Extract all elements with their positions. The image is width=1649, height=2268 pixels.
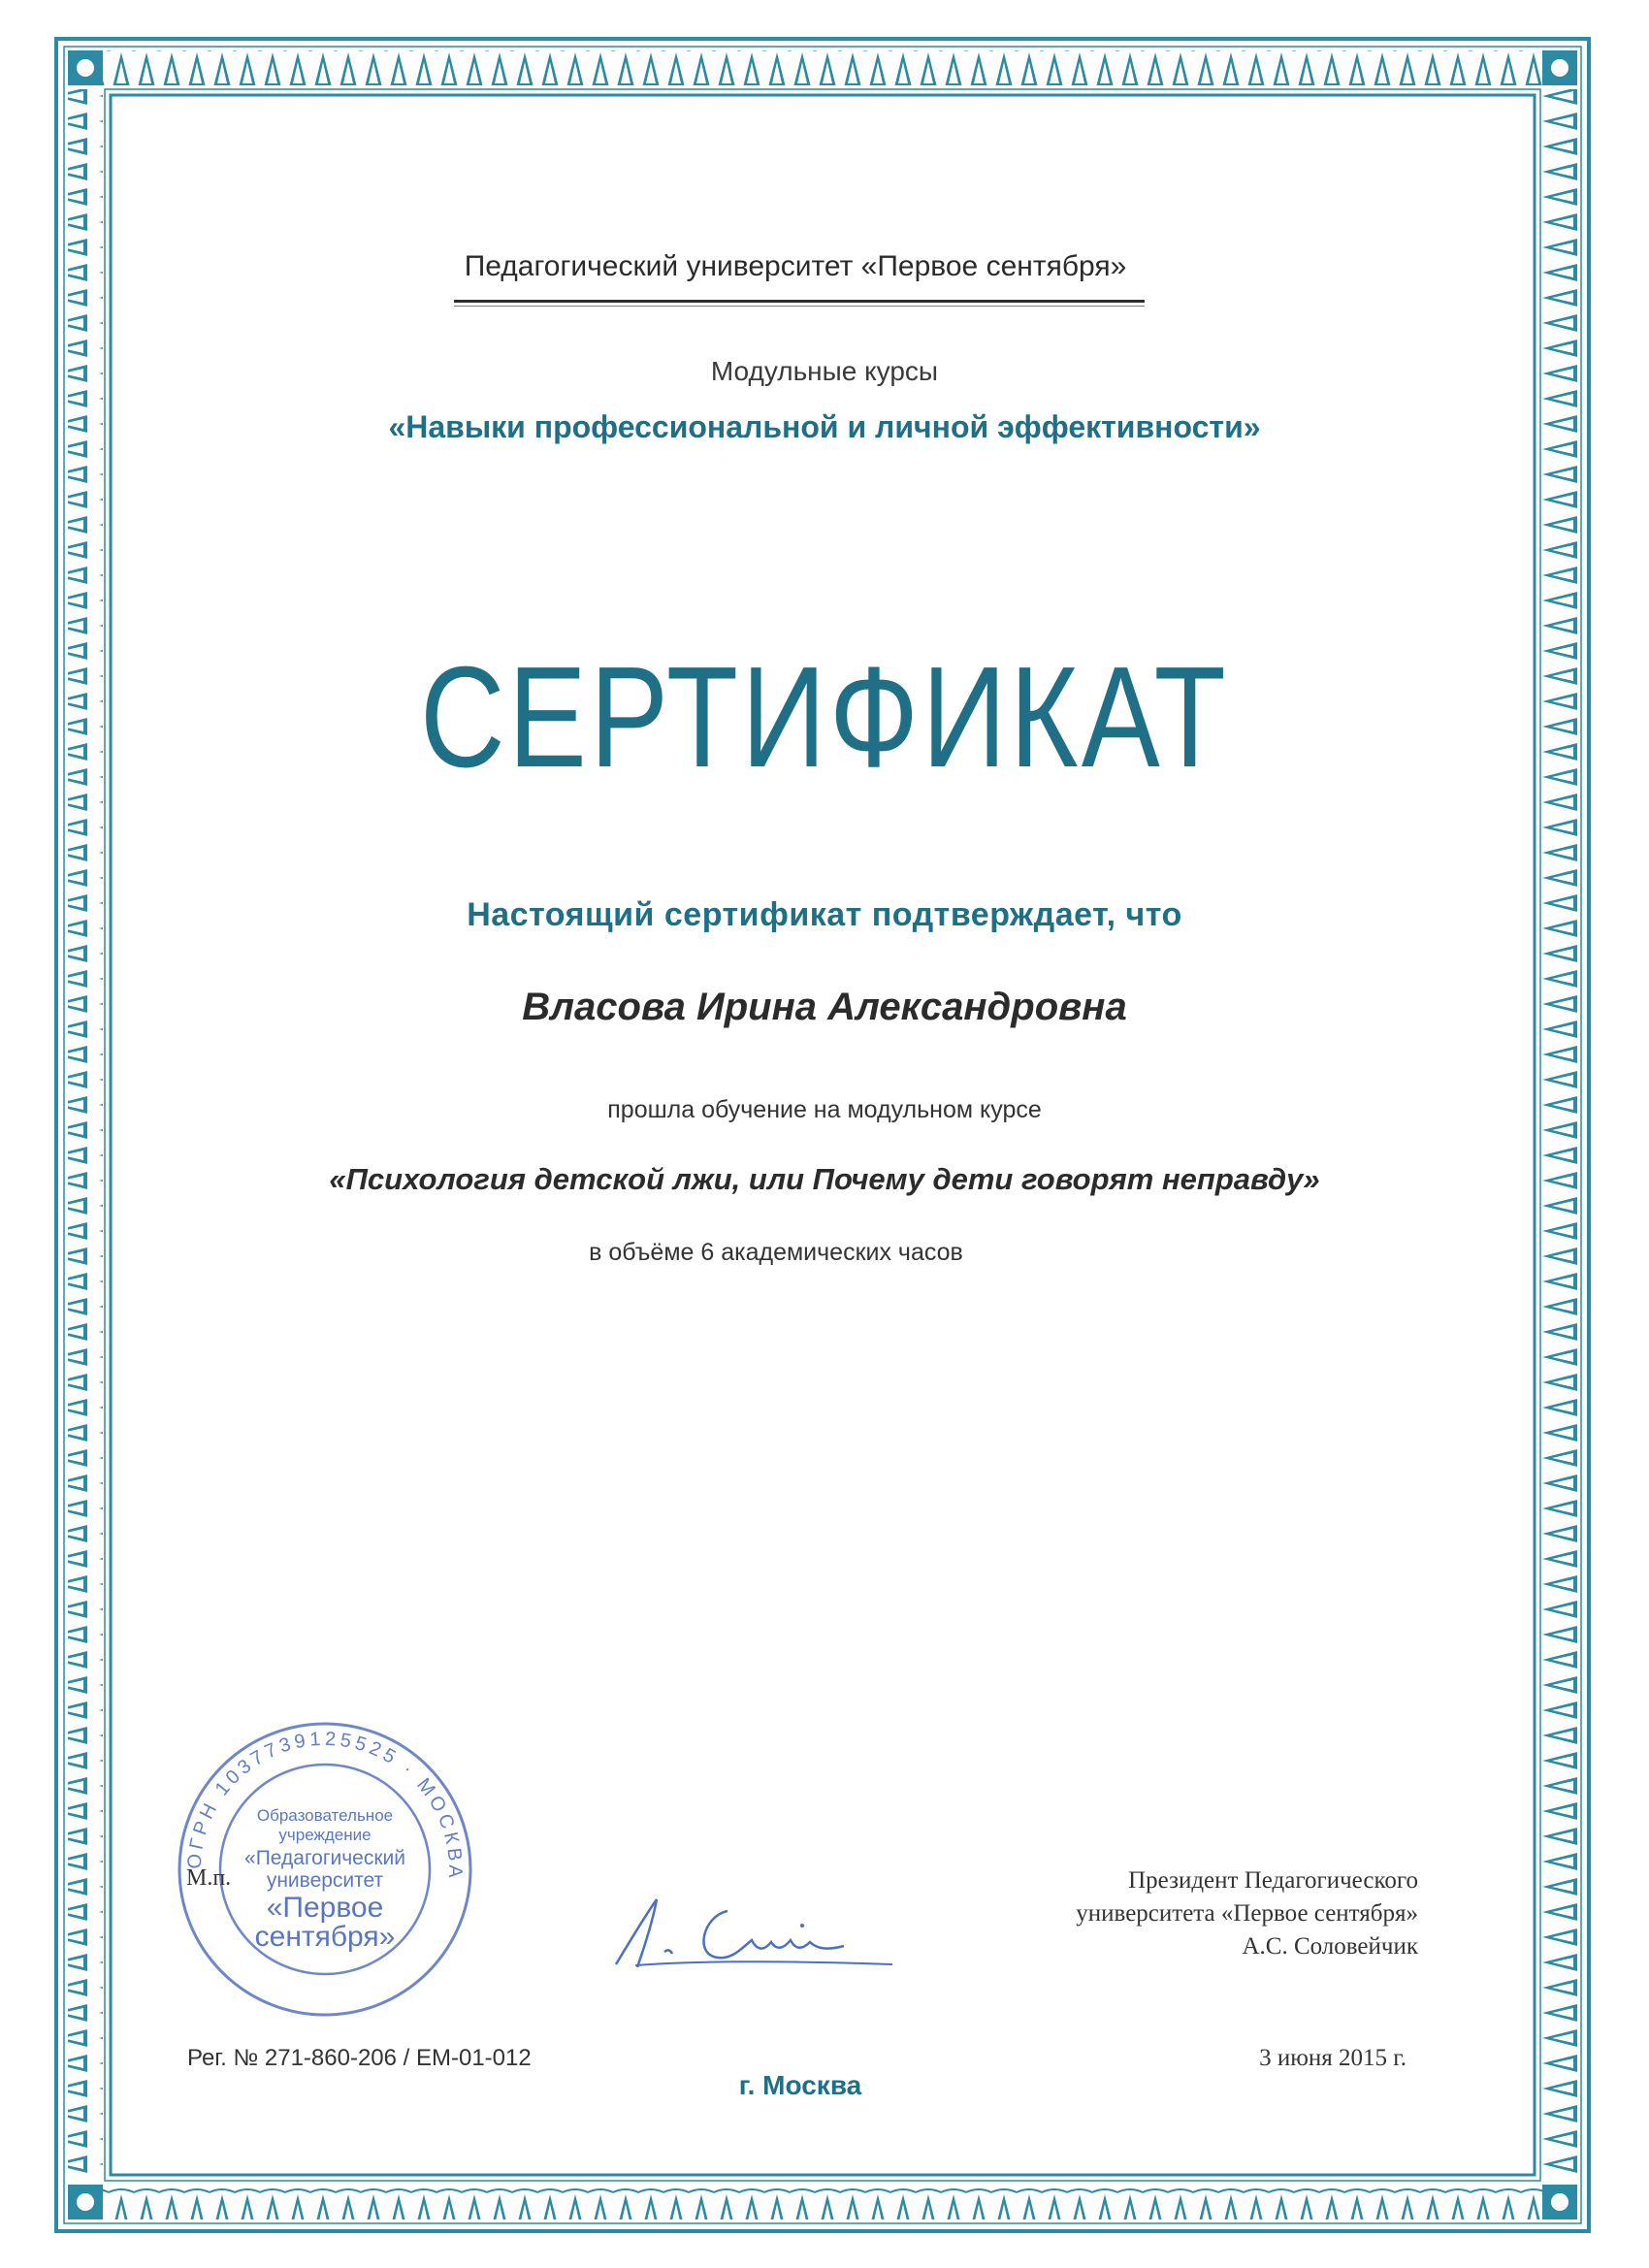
seal-line-4: университет	[266, 1869, 384, 1892]
seal-outer-text: ОГРН 1037739125525 · МОСКВА	[183, 1728, 467, 1883]
title-underline-thin	[454, 306, 1145, 307]
course-title: «Психология детской лжи, или Почему дети говорят неправду»	[329, 1162, 1320, 1196]
university-name: Педагогический университет «Первое сентября»	[464, 250, 1127, 282]
seal-line-6: сентября»	[254, 1921, 396, 1953]
certificate-heading: СЕРТИФИКАТ	[419, 637, 1230, 797]
seal-line-5: «Первое	[266, 1892, 384, 1924]
seal-line-3: «Педагогический	[244, 1847, 405, 1869]
modular-courses-title: «Навыки профессиональной и личной эффективности»	[388, 409, 1261, 444]
issue-date: 3 июня 2015 г.	[1259, 2045, 1406, 2071]
registration-number: Рег. № 271-860-206 / ЕМ-01-012	[187, 2045, 532, 2071]
president-title-line1: Президент Педагогического	[1128, 1867, 1418, 1894]
seal-line-2: учреждение	[278, 1826, 372, 1844]
president-block	[980, 1864, 1418, 1963]
seal-place-label: М.п.	[186, 1865, 232, 1891]
course-hours: в объёме 6 академических часов	[589, 1239, 963, 1266]
seal-line-1: Образовательное	[256, 1806, 394, 1825]
completion-statement: прошла обучение на модульном курсе	[607, 1096, 1042, 1123]
city: г. Москва	[738, 2070, 862, 2100]
recipient-name: Власова Ирина Александровна	[522, 986, 1127, 1028]
modular-courses-label: Модульные курсы	[710, 356, 939, 386]
president-signature	[597, 1872, 907, 1979]
president-title-line2: университета «Первое сентября»	[1076, 1900, 1418, 1927]
president-name: А.С. Соловейчик	[1242, 1933, 1418, 1960]
title-underline	[454, 300, 1145, 303]
confirm-statement: Настоящий сертификат подтверждает, что	[467, 896, 1182, 933]
